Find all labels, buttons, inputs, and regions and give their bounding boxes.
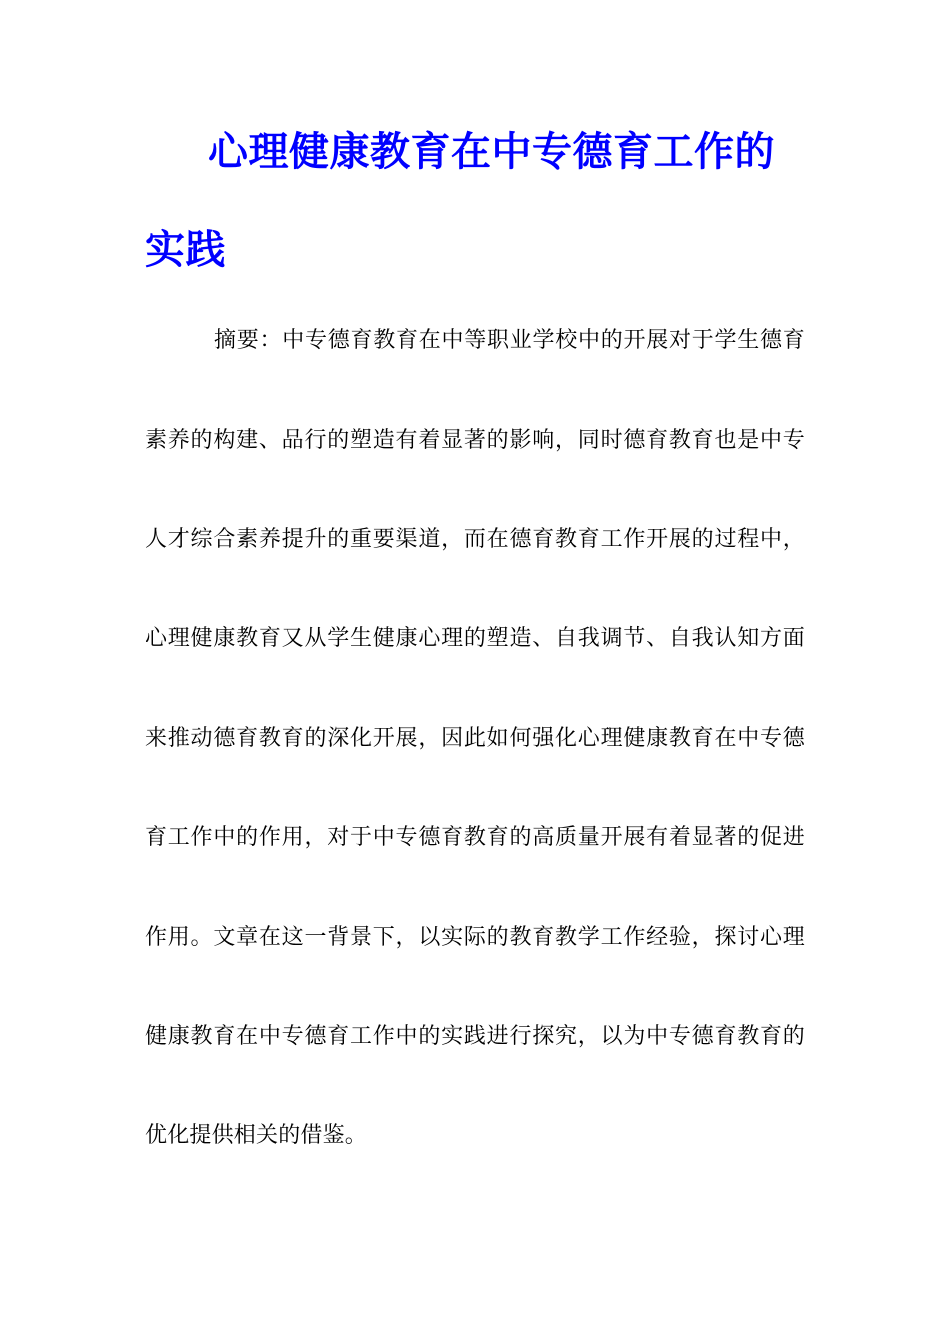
title-line-1: 心理健康教育在中专德育工作的 (208, 129, 775, 175)
abstract-line-9: 优化提供相关的借鉴。 (145, 1123, 368, 1148)
abstract-line-5: 来推动德育教育的深化开展，因此如何强化心理健康教育在中专德 (145, 726, 805, 751)
abstract-line-3: 人才综合素养提升的重要渠道，而在德育教育工作开展的过程中， (145, 527, 805, 552)
abstract-line-6: 育工作中的作用，对于中专德育教育的高质量开展有着显著的促进 (145, 825, 805, 850)
abstract-line-7: 作用。文章在这一背景下，以实际的教育教学工作经验，探讨心理 (145, 925, 805, 950)
abstract-line-1: 摘要：中专德育教育在中等职业学校中的开展对于学生德育 (214, 328, 805, 353)
abstract-line-2: 素养的构建、品行的塑造有着显著的影响，同时德育教育也是中专 (145, 428, 805, 453)
abstract-line-4: 心理健康教育又从学生健康心理的塑造、自我调节、自我认知方面 (145, 626, 805, 651)
title-line-2: 实践 (145, 227, 226, 273)
abstract-line-8: 健康教育在中专德育工作中的实践进行探究，以为中专德育教育的 (145, 1024, 805, 1049)
